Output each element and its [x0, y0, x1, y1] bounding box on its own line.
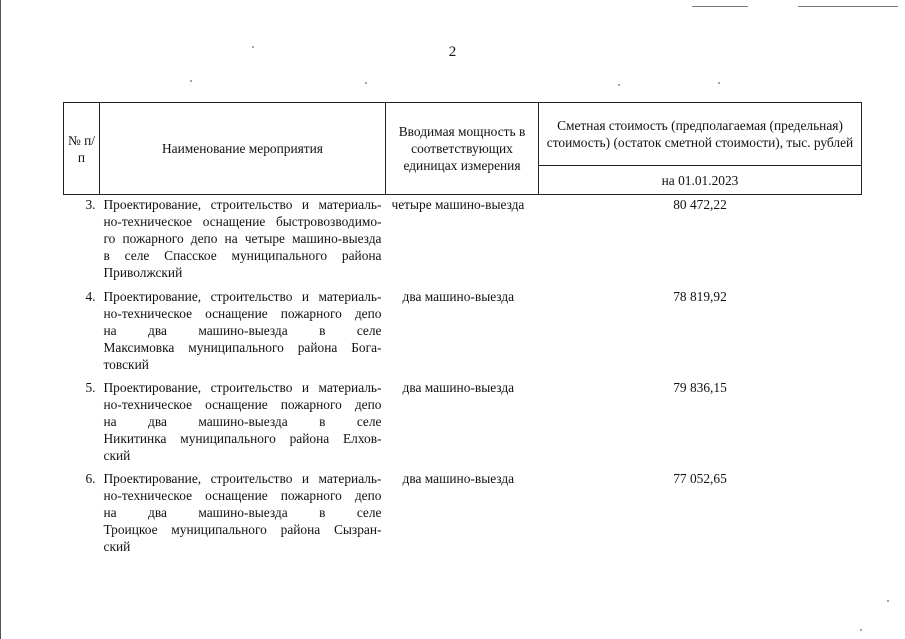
row-name-line: в селе Спасское муниципального района — [103, 248, 382, 263]
scan-speck — [718, 82, 720, 84]
row-name-line: Никитинка муниципального района Елхов- — [103, 431, 382, 446]
scan-speck — [190, 80, 192, 82]
row-name-line: Проектирование, строительство и материаль- — [103, 197, 382, 212]
row-number: 4. — [85, 289, 96, 304]
header-cost-date: на 01.01.2023 — [539, 166, 862, 195]
row-name-line: но-техническое оснащение пожарного депо — [103, 397, 382, 412]
row-name — [100, 470, 386, 556]
table-header — [64, 103, 862, 195]
page-number: 2 — [448, 44, 457, 60]
row-name-line: Проектирование, строительство и материаль- — [103, 471, 382, 486]
row-name-line: Максимовка муниципального района Бога- — [103, 340, 382, 355]
row-name-line: ский — [103, 539, 131, 554]
row-capacity: два машино-выезда — [402, 380, 515, 395]
row-name — [100, 195, 386, 289]
header-cost: Сметная стоимость (предполагаемая (предельная) стоимость) (остаток сметной стоимости), тыс. рублей — [539, 103, 862, 166]
row-name-line: на два машино-выезда в селе — [103, 505, 382, 520]
row-number: 3. — [85, 197, 96, 212]
row-name-line: но-техническое оснащение пожарного депо — [103, 306, 382, 321]
scan-speck — [365, 82, 367, 84]
table-row — [64, 379, 862, 470]
scan-speck — [618, 84, 620, 86]
scan-artifact-line — [798, 6, 898, 7]
row-number: 6. — [85, 471, 96, 486]
table-row — [64, 470, 862, 556]
scan-speck — [252, 46, 254, 48]
row-name — [100, 379, 386, 470]
header-number: № п/п — [64, 103, 100, 195]
row-name-line: на два машино-выезда в селе — [103, 323, 382, 338]
row-name-line: на два машино-выезда в селе — [103, 414, 382, 429]
row-name-line: ский — [103, 448, 131, 463]
row-cost: 79 836,15 — [673, 380, 727, 395]
table-row — [64, 288, 862, 379]
row-name-line: но-техническое оснащение пожарного депо — [103, 488, 382, 503]
row-name-line: го пожарного депо на четыре машино-выезда — [103, 231, 382, 246]
estimate-table — [63, 102, 862, 556]
scan-edge-line — [0, 0, 1, 639]
header-name: Наименование мероприятия — [100, 103, 386, 195]
scan-artifact-line — [692, 6, 748, 7]
row-number: 5. — [85, 380, 96, 395]
row-capacity: два машино-выезда — [402, 289, 515, 304]
table-row — [64, 195, 862, 289]
row-capacity: два машино-выезда — [402, 471, 515, 486]
row-name-line: товский — [103, 357, 149, 372]
row-cost: 80 472,22 — [673, 197, 727, 212]
row-cost: 77 052,65 — [673, 471, 727, 486]
row-name — [100, 288, 386, 379]
scan-speck — [887, 600, 889, 602]
scan-speck — [860, 629, 862, 631]
row-cost: 78 819,92 — [673, 289, 727, 304]
header-capacity: Вводимая мощность в соответствующих единицах измерения — [386, 103, 539, 195]
row-name-line: Проектирование, строительство и материаль- — [103, 289, 382, 304]
row-name-line: Проектирование, строительство и материаль- — [103, 380, 382, 395]
row-name-line: Троицкое муниципального района Сызран- — [103, 522, 382, 537]
row-capacity: четыре машино-выезда — [391, 197, 525, 212]
row-name-line: Приволжский — [103, 265, 183, 280]
row-name-line: но-техническое оснащение быстровозводимо- — [103, 214, 382, 229]
